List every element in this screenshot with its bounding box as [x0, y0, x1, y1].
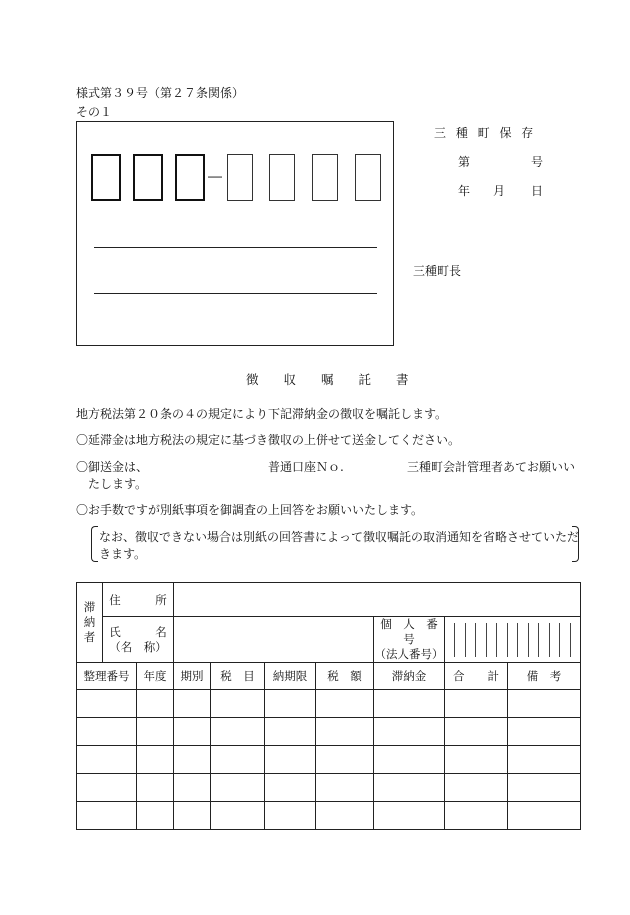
- cell[interactable]: [137, 774, 174, 802]
- cell[interactable]: [77, 690, 137, 718]
- cell[interactable]: [374, 746, 445, 774]
- address-line[interactable]: [94, 293, 377, 294]
- header-tax-item: 税 目: [211, 663, 265, 690]
- delinquency-table: [76, 582, 581, 830]
- table-row: [77, 690, 581, 718]
- cell[interactable]: [374, 774, 445, 802]
- note-line-2: きます。: [99, 547, 147, 561]
- address-label: 住 所: [103, 583, 174, 617]
- cell[interactable]: [445, 746, 508, 774]
- sender: 三種町長: [413, 264, 462, 278]
- header-total: 合 計: [445, 663, 508, 690]
- cell[interactable]: [508, 774, 581, 802]
- cell[interactable]: [77, 746, 137, 774]
- address-line[interactable]: [94, 247, 377, 248]
- date-month: 月: [493, 184, 506, 198]
- cell[interactable]: [265, 718, 316, 746]
- body-paragraph-1: 地方税法第２０条の４の規定により下記滞納金の徴収を嘱託します。: [76, 407, 448, 421]
- individual-number-main: 個 人 番 号: [380, 617, 450, 646]
- cell[interactable]: [211, 774, 265, 802]
- cell[interactable]: [211, 690, 265, 718]
- cell[interactable]: [316, 690, 374, 718]
- cell[interactable]: [137, 802, 174, 830]
- cell[interactable]: [174, 802, 211, 830]
- name-label: [103, 617, 174, 663]
- cell[interactable]: [265, 802, 316, 830]
- header-fiscal-year: 年度: [137, 663, 174, 690]
- header-tax-amount: 税 額: [316, 663, 374, 690]
- document-title: 徴 収 嘱 託 書: [246, 372, 409, 387]
- cell[interactable]: [508, 690, 581, 718]
- postal-digit-box[interactable]: [91, 154, 121, 201]
- cell[interactable]: [265, 774, 316, 802]
- note-bracket-left: [91, 526, 98, 562]
- cell[interactable]: [316, 718, 374, 746]
- body-paragraph-3d: たします。: [88, 477, 148, 491]
- cell[interactable]: [211, 746, 265, 774]
- cell[interactable]: [174, 690, 211, 718]
- header-due-date: 納期限: [265, 663, 316, 690]
- cell[interactable]: [445, 690, 508, 718]
- date-year: 年: [458, 184, 471, 198]
- address-field[interactable]: [174, 583, 581, 617]
- header-reference-number: 整理番号: [77, 663, 137, 690]
- cell[interactable]: [137, 718, 174, 746]
- table-row: [77, 718, 581, 746]
- cell[interactable]: [508, 718, 581, 746]
- name-label-main: 氏 名: [109, 624, 167, 639]
- delinquent-label: 滞 納 者: [77, 583, 103, 663]
- cell[interactable]: [374, 718, 445, 746]
- cell[interactable]: [211, 802, 265, 830]
- cell[interactable]: [445, 774, 508, 802]
- individual-number-field[interactable]: [445, 617, 581, 663]
- doc-number-suffix: 号: [531, 155, 544, 169]
- cell[interactable]: [137, 746, 174, 774]
- form-part: その１: [76, 105, 113, 119]
- corporate-number-sub: （法人番号）: [374, 647, 444, 661]
- name-field[interactable]: [174, 617, 374, 663]
- cell[interactable]: [316, 774, 374, 802]
- form-number: 様式第３９号（第２７条関係）: [76, 86, 245, 100]
- postal-digit-box[interactable]: [312, 154, 338, 201]
- cell[interactable]: [211, 718, 265, 746]
- cell[interactable]: [508, 802, 581, 830]
- body-paragraph-4: 〇お手数ですが別紙事項を御調査の上回答をお願いいたします。: [76, 503, 424, 517]
- cell[interactable]: [265, 746, 316, 774]
- doc-number-prefix: 第: [458, 155, 471, 169]
- cell[interactable]: [445, 802, 508, 830]
- body-paragraph-3c: 三種町会計管理者あてお願いい: [407, 460, 576, 474]
- body-paragraph-2: 〇延滞金は地方税法の規定に基づき徴収の上併せて送金してください。: [76, 433, 461, 447]
- postal-dash: ―: [208, 169, 222, 185]
- table-row: [77, 802, 581, 830]
- cell[interactable]: [77, 718, 137, 746]
- cell[interactable]: [77, 802, 137, 830]
- retention-label: 三 種 町 保 存: [434, 126, 537, 140]
- individual-number-label: [374, 617, 450, 663]
- postal-digit-box[interactable]: [175, 154, 205, 201]
- table-row: [77, 774, 581, 802]
- body-paragraph-3a: 〇御送金は、: [76, 460, 149, 474]
- postal-digit-box[interactable]: [355, 154, 381, 201]
- cell[interactable]: [265, 690, 316, 718]
- header-period: 期別: [174, 663, 211, 690]
- number-digit-grid: [445, 623, 580, 657]
- address-box: [76, 121, 394, 346]
- name-label-sub: （名 称）: [109, 639, 167, 654]
- cell[interactable]: [316, 802, 374, 830]
- cell[interactable]: [508, 746, 581, 774]
- header-remarks: 備 考: [508, 663, 581, 690]
- body-paragraph-3b: 普通口座Ｎｏ.: [268, 460, 344, 474]
- cell[interactable]: [374, 690, 445, 718]
- cell[interactable]: [445, 718, 508, 746]
- table-row: [77, 746, 581, 774]
- cell[interactable]: [174, 746, 211, 774]
- postal-digit-box[interactable]: [269, 154, 295, 201]
- cell[interactable]: [174, 718, 211, 746]
- cell[interactable]: [77, 774, 137, 802]
- header-arrears: 滞納金: [374, 663, 445, 690]
- date-day: 日: [531, 184, 544, 198]
- cell[interactable]: [137, 690, 174, 718]
- cell[interactable]: [174, 774, 211, 802]
- note-line-1: なお、徴収できない場合は別紙の回答書によって徴収嘱託の取消通知を省略させていただ: [99, 530, 580, 544]
- postal-digit-box[interactable]: [227, 154, 253, 201]
- cell[interactable]: [374, 802, 445, 830]
- cell[interactable]: [316, 746, 374, 774]
- postal-digit-box[interactable]: [133, 154, 163, 201]
